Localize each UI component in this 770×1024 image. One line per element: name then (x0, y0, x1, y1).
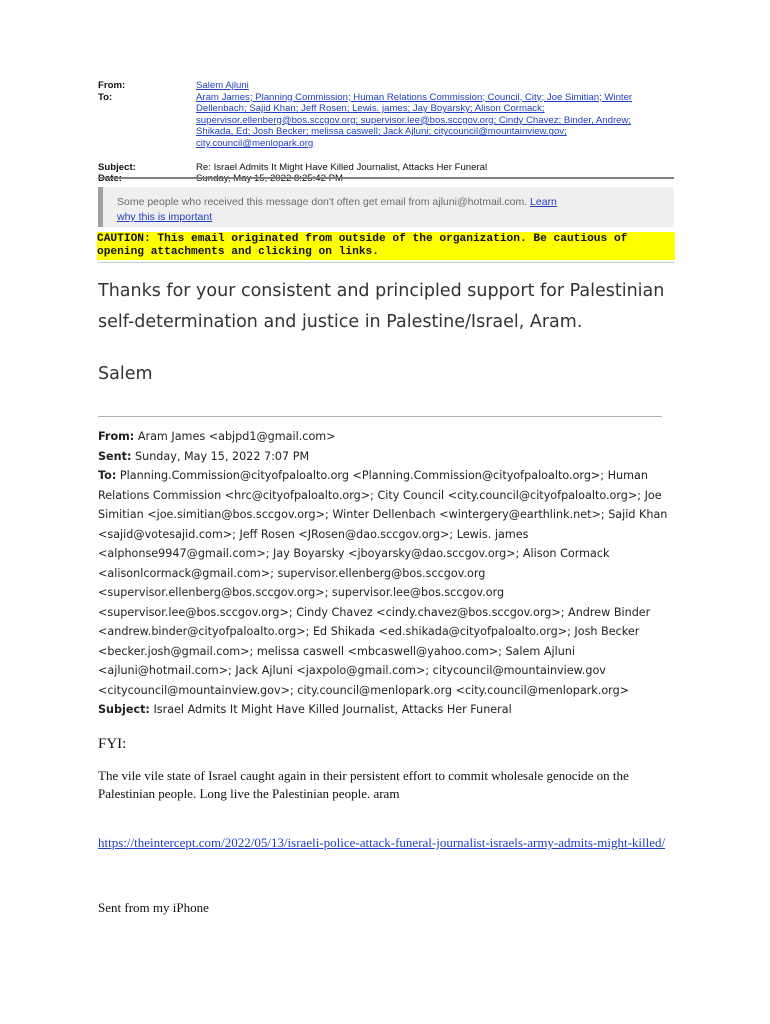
orig-from-line (98, 427, 670, 447)
caution-divider (98, 262, 674, 263)
orig-subject-label: Subject: (98, 703, 150, 716)
from-row (98, 80, 664, 92)
orig-from-value: Aram James <abjpd1@gmail.com> (137, 430, 336, 443)
orig-sent-label: Sent: (98, 449, 132, 463)
orig-sent-line (98, 447, 670, 467)
orig-from-label: From: (98, 430, 135, 443)
sent-from-iphone: Sent from my iPhone (98, 900, 209, 915)
orig-to-label: To: (98, 469, 117, 482)
notice-message: Some people who received this message don't often get email from ajluni@hotmail.com. (117, 196, 528, 208)
header-divider (98, 177, 674, 179)
original-message-header (98, 427, 670, 720)
subject-label: Subject: (98, 161, 136, 173)
external-sender-notice (98, 187, 674, 227)
article-link[interactable]: https://theintercept.com/2022/05/13/israeli-police-attack-funeral-journalist-israels-army-admits-might-killed/ (98, 835, 666, 850)
body-paragraph: The vile vile state of Israel caught again in their persistent effort to commit wholesale genocide on the Palestinian people. Long live the Palestinian people. aram (98, 768, 629, 801)
reply-message: Thanks for your consistent and principled support for Palestinian self-determination and justice in Palestine/Israel, Aram. (98, 281, 665, 332)
subject-row (98, 162, 664, 174)
email-header (98, 80, 664, 185)
caution-banner: CAUTION: This email originated from outside of the organization. Be cautious of opening attachments and clicking on links. (97, 232, 675, 260)
subject-value: Re: Israel Admits It Might Have Killed Journalist, Attacks Her Funeral (196, 161, 488, 173)
fyi-text: FYI: (98, 736, 127, 752)
orig-to-value: Planning.Commission@cityofpaloalto.org <Planning.Commission@cityofpaloalto.org>; Human Relations Commission <hrc@cityofpaloalto.org>; City Council <city.council@cityofpaloalto.org>; Joe Simitian <joe.simitian@bos.sccgov.org>; Winter Dellenbach <wintergery@earthlink.net>; Sajid Khan <sajid@votesajid.com>; Jeff Rosen <JRosen@dao.sccgov.org>; Lewis. james <alphonse9947@gmail.com>; Jay Boyarsky <jboyarsky@dao.sccgov.org>; Alison Cormack <alisonlcormack@gmail.com>; supervisor.ellenberg@bos.sccgov.org <supervisor.ellenberg@bos.sccgov.org>; supervisor.lee@bos.sccgov.org <supervisor.lee@bos.sccgov.org>; Cindy Chavez <cindy.chavez@bos.sccgov.org>; Andrew Binder <andrew.binder@cityofpaloalto.org>; Ed Shikada <ed.shikada@cityofpaloalto.org>; Josh Becker <becker.josh@gmail.com>; melissa caswell <mbcaswell@yahoo.com>; Salem Ajluni <ajluni@hotmail.com>; Jack Ajluni <jaxpolo@gmail.com>; citycouncil@mountainview.gov <citycouncil@mountainview.gov>; city.council@menlopark.org <city.council@menlopark.org> (98, 469, 668, 697)
reply-signature: Salem (98, 364, 153, 384)
quoted-divider (98, 416, 662, 417)
orig-sent-value: Sunday, May 15, 2022 7:07 PM (135, 449, 310, 463)
to-row (98, 92, 664, 150)
learn-why-link[interactable]: Learn why this is important (117, 196, 557, 223)
to-value[interactable]: Aram James; Planning Commission; Human Relations Commission; Council, City; Joe Simitian; Winter Dellenbach; Sajid Khan; Jeff Rosen; Lewis. james; Jay Boyarsky; Alison Cormack; supervisor.ellenberg@bos.sccgov.org; supervisor.lee@bos.sccgov.org; Cindy Chavez; Binder, Andrew; Shikada, Ed; Josh Becker; melissa caswell; Jack Ajluni; citycouncil@mountainview.gov; city.council@menlopark.org (196, 91, 633, 149)
from-label: From: (98, 80, 126, 91)
orig-subject-line (98, 700, 670, 720)
to-label: To: (98, 91, 113, 103)
orig-subject-value: Israel Admits It Might Have Killed Journalist, Attacks Her Funeral (153, 703, 512, 716)
notice-accent-bar (98, 187, 103, 227)
orig-to-line (98, 466, 670, 700)
from-value[interactable]: Salem Ajluni (196, 80, 249, 91)
notice-text (117, 195, 577, 225)
